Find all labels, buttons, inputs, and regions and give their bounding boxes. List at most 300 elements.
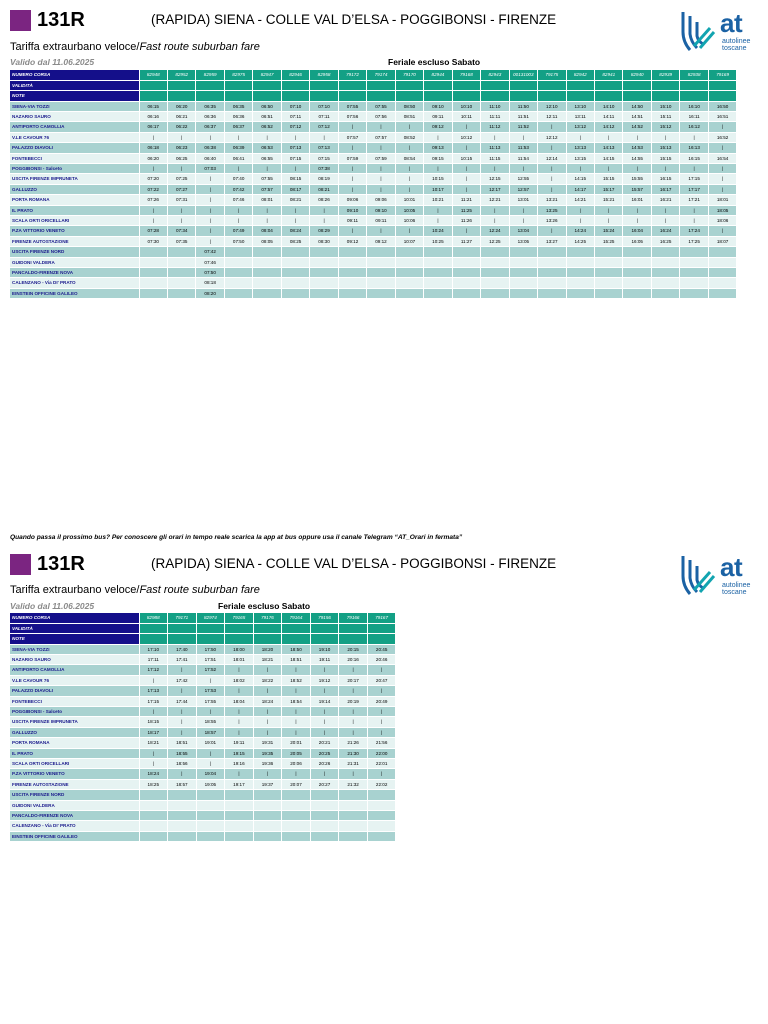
- time-cell: |: [680, 163, 708, 173]
- table-row: [10, 122, 737, 132]
- time-cell: 06:36: [224, 111, 252, 121]
- time-cell: 06:53: [253, 143, 281, 153]
- time-cell: 15:21: [595, 195, 623, 205]
- time-cell: |: [139, 675, 168, 685]
- time-cell: 18:50: [282, 644, 311, 654]
- run-number: 82943: [481, 70, 509, 80]
- header-cell: [167, 91, 195, 101]
- time-cell: |: [595, 163, 623, 173]
- time-cell: |: [196, 215, 224, 225]
- header-cell: [651, 91, 679, 101]
- time-cell: |: [538, 174, 566, 184]
- stop-name: POGGIBONSI - Salceto: [10, 163, 139, 173]
- time-cell: |: [509, 132, 537, 142]
- time-cell: 07:15: [281, 153, 309, 163]
- time-cell: [281, 268, 309, 278]
- time-cell: |: [310, 132, 338, 142]
- time-cell: 16:12: [680, 122, 708, 132]
- time-cell: 12:25: [481, 236, 509, 246]
- time-cell: 09:10: [338, 205, 366, 215]
- header-row: [10, 70, 737, 80]
- route-code: 131R: [37, 553, 85, 575]
- time-cell: |: [452, 143, 480, 153]
- time-cell: |: [168, 727, 197, 737]
- time-cell: |: [338, 143, 366, 153]
- time-cell: |: [338, 184, 366, 194]
- stop-name: EINSTEIN OFFICINE GALILEO: [10, 288, 139, 298]
- header-row: [10, 634, 396, 644]
- time-cell: |: [481, 132, 509, 142]
- time-cell: |: [367, 665, 396, 675]
- stop-name: FIRENZE AUTOSTAZIONE: [10, 779, 139, 789]
- table-row: [10, 696, 396, 706]
- table-row: [10, 821, 396, 831]
- time-cell: 10:21: [424, 195, 452, 205]
- time-cell: 07:40: [224, 174, 252, 184]
- time-cell: 22:01: [367, 758, 396, 768]
- time-cell: 18:25: [139, 779, 168, 789]
- time-cell: 06:55: [253, 153, 281, 163]
- time-cell: 06:36: [196, 111, 224, 121]
- time-cell: [566, 278, 594, 288]
- time-cell: 17:12: [139, 665, 168, 675]
- header-cell: [481, 80, 509, 90]
- time-cell: 07:10: [281, 101, 309, 111]
- time-cell: 14:10: [595, 101, 623, 111]
- time-cell: [310, 268, 338, 278]
- time-cell: 18:21: [253, 654, 282, 664]
- realtime-note: Quando passa il prossimo bus? Per conoscere gli orari in tempo reale scarica la app at bus oppure usa il canale Telegram “AT_Orari in fermata”: [10, 534, 463, 541]
- stop-name: IL PRATO: [10, 205, 139, 215]
- time-cell: 11:27: [452, 236, 480, 246]
- time-cell: 17:42: [168, 675, 197, 685]
- time-cell: 07:10: [310, 101, 338, 111]
- header-cell: [566, 80, 594, 90]
- time-cell: |: [538, 143, 566, 153]
- time-cell: 19:31: [253, 738, 282, 748]
- table-row: [10, 706, 396, 716]
- time-cell: 19:05: [196, 779, 225, 789]
- time-cell: [395, 288, 423, 298]
- time-cell: 10:25: [424, 236, 452, 246]
- time-cell: 07:35: [167, 236, 195, 246]
- time-cell: 18:01: [708, 195, 736, 205]
- table-row: [10, 153, 737, 163]
- time-cell: 15:12: [651, 122, 679, 132]
- time-cell: 18:52: [282, 675, 311, 685]
- header-label: VALIDITÀ: [10, 80, 139, 90]
- header-cell: [224, 80, 252, 90]
- run-number: 79166: [339, 613, 368, 623]
- time-cell: 08:26: [310, 195, 338, 205]
- stop-name: V.LE CAVOUR 76: [10, 132, 139, 142]
- route-color-swatch: [10, 10, 31, 31]
- table-row: [10, 236, 737, 246]
- time-cell: |: [282, 686, 311, 696]
- time-cell: 16:17: [651, 184, 679, 194]
- time-cell: |: [395, 163, 423, 173]
- time-cell: 07:50: [224, 236, 252, 246]
- table-row: [10, 790, 396, 800]
- time-cell: [225, 800, 254, 810]
- time-cell: [168, 790, 197, 800]
- time-cell: |: [196, 184, 224, 194]
- time-cell: |: [196, 748, 225, 758]
- run-number: 82974: [196, 613, 225, 623]
- logo-line1: autolinee: [722, 582, 751, 589]
- time-cell: [139, 247, 167, 257]
- stop-name: PALAZZO DIAVOLI: [10, 686, 139, 696]
- header-cell: [708, 91, 736, 101]
- time-cell: [651, 288, 679, 298]
- time-cell: 11:54: [509, 153, 537, 163]
- time-cell: 18:22: [253, 675, 282, 685]
- time-cell: |: [367, 163, 395, 173]
- time-cell: 08:17: [281, 184, 309, 194]
- table-row: [10, 111, 737, 121]
- run-number: 79176: [253, 613, 282, 623]
- time-cell: 14:13: [595, 143, 623, 153]
- header-cell: [253, 623, 282, 633]
- time-cell: [310, 278, 338, 288]
- time-cell: 07:57: [367, 132, 395, 142]
- header-cell: [196, 91, 224, 101]
- time-cell: 18:01: [225, 654, 254, 664]
- time-cell: 16:24: [651, 226, 679, 236]
- time-cell: [481, 247, 509, 257]
- time-cell: 22:02: [367, 779, 396, 789]
- time-cell: 18:20: [253, 644, 282, 654]
- time-cell: |: [196, 226, 224, 236]
- time-cell: 16:52: [708, 132, 736, 142]
- time-cell: 21:32: [339, 779, 368, 789]
- header-row: [10, 613, 396, 623]
- time-cell: [424, 278, 452, 288]
- table-row: [10, 143, 737, 153]
- at-logo-mark-icon: [680, 10, 724, 54]
- time-cell: 17:55: [196, 696, 225, 706]
- logo-brand: at: [720, 8, 743, 38]
- tariff-italian: Tariffa extraurbano veloce/: [10, 41, 140, 53]
- time-cell: 13:27: [538, 236, 566, 246]
- time-cell: [452, 268, 480, 278]
- time-cell: [538, 278, 566, 288]
- time-cell: [481, 278, 509, 288]
- time-cell: [509, 288, 537, 298]
- time-cell: |: [224, 215, 252, 225]
- time-cell: 14:25: [566, 236, 594, 246]
- time-cell: |: [338, 122, 366, 132]
- time-cell: 07:12: [310, 122, 338, 132]
- time-cell: 07:26: [139, 195, 167, 205]
- time-cell: [338, 268, 366, 278]
- time-cell: [338, 257, 366, 267]
- header-cell: [139, 634, 168, 644]
- time-cell: |: [167, 163, 195, 173]
- time-cell: 06:35: [224, 101, 252, 111]
- time-cell: [139, 831, 168, 841]
- time-cell: |: [367, 122, 395, 132]
- time-cell: [424, 257, 452, 267]
- time-cell: 18:04: [225, 696, 254, 706]
- table-row: [10, 717, 396, 727]
- time-cell: 14:12: [595, 122, 623, 132]
- time-cell: 07:15: [310, 153, 338, 163]
- time-cell: [595, 278, 623, 288]
- time-cell: |: [708, 184, 736, 194]
- time-cell: 19:17: [225, 779, 254, 789]
- time-cell: [282, 811, 311, 821]
- time-cell: 20:26: [310, 758, 339, 768]
- time-cell: [339, 800, 368, 810]
- time-cell: 06:15: [139, 101, 167, 111]
- stop-name: SCALA ORTI ORICELLARI: [10, 758, 139, 768]
- time-cell: |: [367, 143, 395, 153]
- time-cell: |: [367, 174, 395, 184]
- time-cell: |: [623, 163, 651, 173]
- time-cell: |: [424, 163, 452, 173]
- time-cell: [595, 288, 623, 298]
- time-cell: |: [566, 215, 594, 225]
- run-number: 79170: [395, 70, 423, 80]
- time-cell: [623, 257, 651, 267]
- time-cell: 19:16: [225, 758, 254, 768]
- time-cell: |: [424, 132, 452, 142]
- time-cell: [225, 790, 254, 800]
- time-cell: |: [224, 132, 252, 142]
- time-cell: 09:12: [367, 236, 395, 246]
- time-cell: [282, 800, 311, 810]
- stop-name: SIENA-VIA TOZZI: [10, 101, 139, 111]
- time-cell: [310, 247, 338, 257]
- header-cell: [338, 91, 366, 101]
- time-cell: 11:13: [481, 143, 509, 153]
- run-number: 79171: [168, 613, 197, 623]
- time-cell: |: [253, 769, 282, 779]
- time-cell: 12:57: [509, 184, 537, 194]
- time-cell: 11:51: [509, 111, 537, 121]
- time-cell: 18:06: [708, 215, 736, 225]
- time-cell: 14:24: [566, 226, 594, 236]
- time-cell: |: [310, 727, 339, 737]
- time-cell: |: [452, 174, 480, 184]
- time-cell: 19:10: [310, 644, 339, 654]
- time-cell: 06:22: [167, 122, 195, 132]
- time-cell: [452, 257, 480, 267]
- run-number: 82947: [253, 70, 281, 80]
- header-cell: [367, 623, 396, 633]
- time-cell: [338, 288, 366, 298]
- time-cell: [139, 278, 167, 288]
- time-cell: [253, 790, 282, 800]
- header-cell: [196, 623, 225, 633]
- day-type: Feriale escluso Sabato: [388, 57, 481, 67]
- time-cell: [139, 800, 168, 810]
- time-cell: 06:35: [196, 101, 224, 111]
- time-cell: |: [452, 122, 480, 132]
- header-row: [10, 80, 737, 90]
- time-cell: |: [225, 727, 254, 737]
- time-cell: 09:06: [338, 195, 366, 205]
- time-cell: 20:07: [282, 779, 311, 789]
- stop-name: EINSTEIN OFFICINE GALILEO: [10, 831, 139, 841]
- time-cell: [167, 288, 195, 298]
- time-cell: |: [253, 706, 282, 716]
- time-cell: |: [566, 163, 594, 173]
- time-cell: [167, 268, 195, 278]
- header-cell: [196, 634, 225, 644]
- time-cell: |: [566, 205, 594, 215]
- time-cell: |: [680, 205, 708, 215]
- time-cell: 06:39: [224, 143, 252, 153]
- time-cell: 08:20: [196, 288, 224, 298]
- time-cell: |: [282, 769, 311, 779]
- time-cell: 18:24: [253, 696, 282, 706]
- time-cell: |: [139, 706, 168, 716]
- time-cell: [196, 831, 225, 841]
- table-row: [10, 727, 396, 737]
- time-cell: 07:34: [167, 226, 195, 236]
- time-cell: [339, 790, 368, 800]
- header-cell: [367, 634, 396, 644]
- time-cell: [224, 288, 252, 298]
- table-row: [10, 800, 396, 810]
- timetable-bottom: [10, 613, 396, 842]
- time-cell: [367, 790, 396, 800]
- time-cell: |: [196, 236, 224, 246]
- header-cell: [310, 91, 338, 101]
- time-cell: 15:55: [623, 174, 651, 184]
- time-cell: 21:56: [367, 738, 396, 748]
- time-cell: |: [651, 132, 679, 142]
- time-cell: 11:11: [481, 111, 509, 121]
- time-cell: [395, 257, 423, 267]
- time-cell: 13:13: [566, 143, 594, 153]
- time-cell: 15:15: [595, 174, 623, 184]
- time-cell: |: [310, 717, 339, 727]
- time-cell: 12:10: [538, 101, 566, 111]
- time-cell: [253, 821, 282, 831]
- time-cell: [481, 257, 509, 267]
- time-cell: |: [139, 205, 167, 215]
- time-cell: 14:50: [623, 101, 651, 111]
- time-cell: 19:37: [253, 779, 282, 789]
- time-cell: [338, 247, 366, 257]
- time-cell: |: [253, 132, 281, 142]
- stop-name: CALENZANO - Via DI' PRATO: [10, 278, 139, 288]
- time-cell: [595, 268, 623, 278]
- stop-name: GALLUZZO: [10, 727, 139, 737]
- time-cell: |: [139, 163, 167, 173]
- time-cell: 19:35: [253, 748, 282, 758]
- time-cell: 15:57: [623, 184, 651, 194]
- header-cell: [338, 80, 366, 90]
- run-number: 82941: [595, 70, 623, 80]
- time-cell: |: [452, 163, 480, 173]
- time-cell: [167, 247, 195, 257]
- time-cell: [225, 821, 254, 831]
- time-cell: 21:26: [339, 738, 368, 748]
- time-cell: 18:07: [708, 236, 736, 246]
- header-cell: [481, 91, 509, 101]
- day-type: Feriale escluso Sabato: [218, 601, 311, 611]
- time-cell: 07:22: [139, 184, 167, 194]
- time-cell: 21:31: [339, 758, 368, 768]
- time-cell: |: [168, 686, 197, 696]
- time-cell: 09:11: [338, 215, 366, 225]
- header-cell: [509, 91, 537, 101]
- time-cell: |: [509, 205, 537, 215]
- route-name: (RAPIDA) SIENA - COLLE VAL D’ELSA - POGGIBONSI - FIRENZE: [151, 12, 557, 27]
- run-number: 79165: [225, 613, 254, 623]
- header-cell: [708, 80, 736, 90]
- time-cell: |: [595, 205, 623, 215]
- time-cell: 20:46: [367, 654, 396, 664]
- time-cell: |: [538, 226, 566, 236]
- stop-name: USCITA FIRENZE NORD: [10, 247, 139, 257]
- time-cell: 10:17: [424, 184, 452, 194]
- table-row: [10, 644, 396, 654]
- time-cell: [196, 821, 225, 831]
- time-cell: |: [481, 215, 509, 225]
- time-cell: 18:02: [225, 675, 254, 685]
- time-cell: 07:42: [196, 247, 224, 257]
- time-cell: [225, 831, 254, 841]
- time-cell: |: [282, 727, 311, 737]
- time-cell: 10:24: [424, 226, 452, 236]
- time-cell: 06:18: [139, 143, 167, 153]
- time-cell: [566, 288, 594, 298]
- time-cell: 10:12: [452, 132, 480, 142]
- table-row: [10, 758, 396, 768]
- time-cell: 10:10: [452, 101, 480, 111]
- time-cell: 06:51: [253, 111, 281, 121]
- time-cell: [367, 257, 395, 267]
- time-cell: 08:51: [395, 111, 423, 121]
- logo-line1: autolinee: [722, 38, 751, 45]
- time-cell: |: [708, 122, 736, 132]
- time-cell: 17:15: [680, 174, 708, 184]
- time-cell: |: [196, 205, 224, 215]
- time-cell: [168, 821, 197, 831]
- timetable-top: [10, 70, 737, 299]
- run-number: 82939: [651, 70, 679, 80]
- time-cell: 13:12: [566, 122, 594, 132]
- time-cell: 07:03: [196, 163, 224, 173]
- time-cell: 06:23: [167, 143, 195, 153]
- time-cell: 22:00: [367, 748, 396, 758]
- time-cell: [680, 288, 708, 298]
- time-cell: 08:25: [281, 236, 309, 246]
- time-cell: 15:11: [651, 111, 679, 121]
- time-cell: [196, 790, 225, 800]
- header-cell: [339, 634, 368, 644]
- time-cell: [680, 278, 708, 288]
- time-cell: 18:57: [168, 779, 197, 789]
- time-cell: [253, 831, 282, 841]
- time-cell: 08:04: [253, 226, 281, 236]
- time-cell: |: [225, 665, 254, 675]
- time-cell: |: [168, 706, 197, 716]
- time-cell: 07:42: [224, 184, 252, 194]
- time-cell: [310, 831, 339, 841]
- table-row: [10, 257, 737, 267]
- time-cell: 06:37: [196, 122, 224, 132]
- tariff-label: [10, 40, 260, 54]
- time-cell: 07:28: [139, 226, 167, 236]
- time-cell: |: [708, 226, 736, 236]
- time-cell: |: [566, 132, 594, 142]
